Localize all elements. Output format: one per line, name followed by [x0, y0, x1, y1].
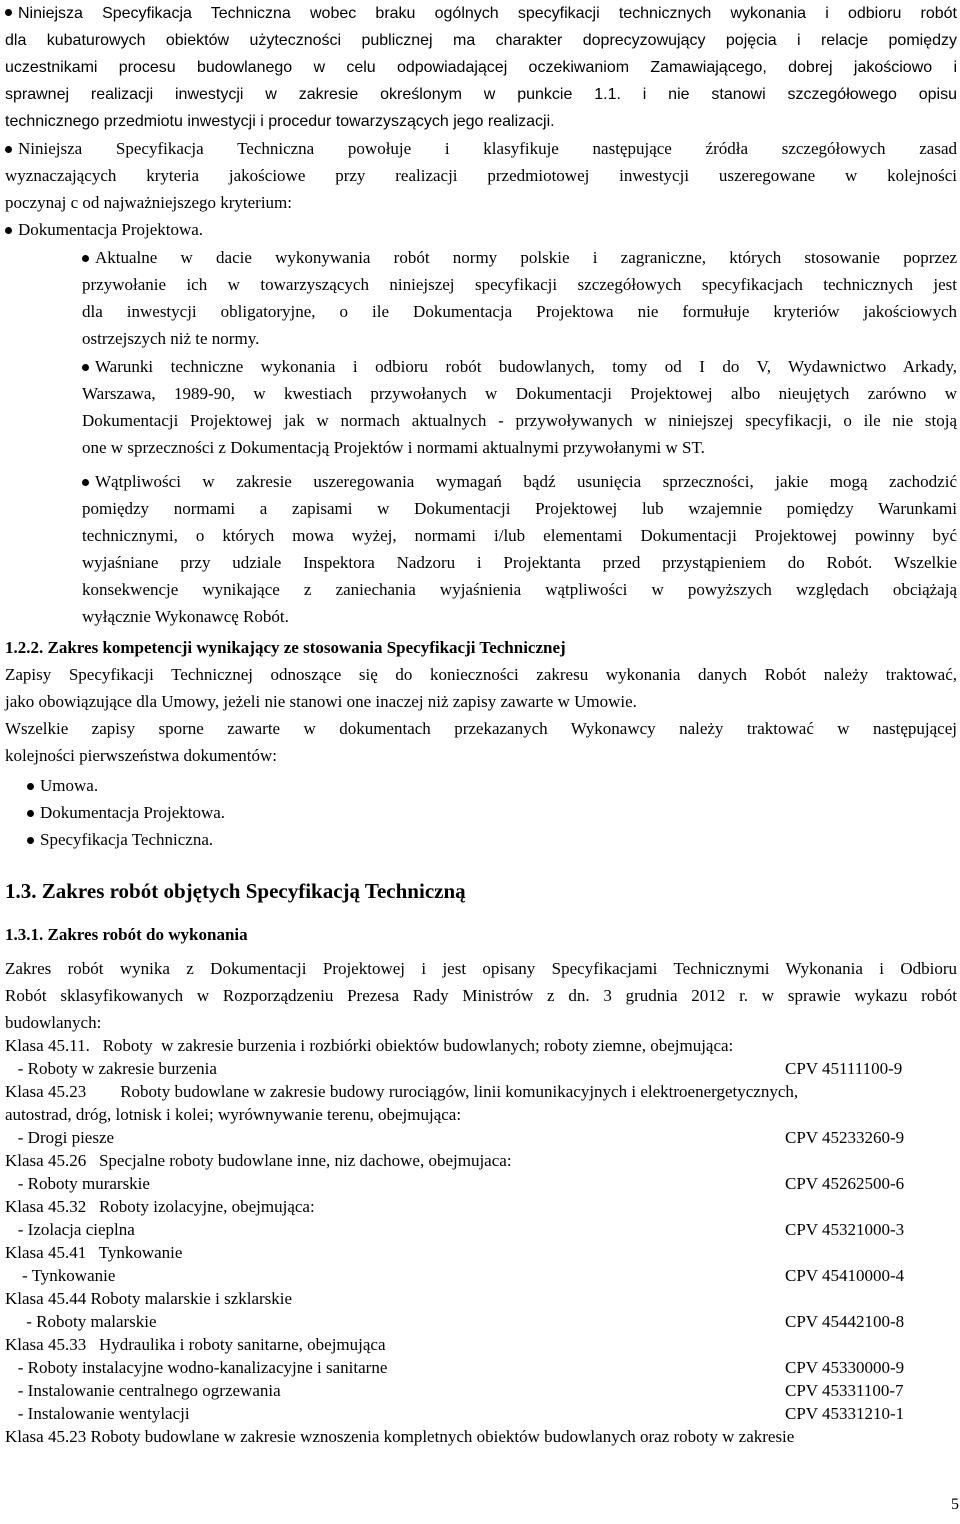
klasa-row: Klasa 45.23 Roboty budowlane w zakresie wznoszenia kompletnych obiektów budowlanych oraz roboty w zakresie: [5, 1427, 795, 1446]
klasa-list: [5, 1034, 957, 1448]
text-line: Robót sklasyfikowanych w Rozporządzeniu Prezesa Rady Ministrów z dn. 3 grudnia 2012 r. w sprawie wykazu robót: [5, 986, 957, 1005]
text-line: przywołanie ich w towarzyszących niniejszej specyfikacji szczegółowych specyfikacjach technicznych jest: [82, 275, 957, 294]
klasa-row: Klasa 45.44 Roboty malarskie i szklarskie: [5, 1289, 293, 1308]
bullet-icon: [27, 810, 34, 817]
section-1-3-1-body: [5, 955, 957, 1036]
klasa-row: - Roboty w zakresie burzenia CPV 45111100-9: [5, 1059, 903, 1078]
cpv-code: CPV 45442100-8: [785, 1312, 905, 1331]
text-line: Aktualne w dacie wykonywania robót normy polskie i zagraniczne, których stosowanie poprzez: [82, 244, 957, 271]
text-line: ostrzejszych niż te normy.: [82, 329, 260, 348]
klasa-row: - Tynkowanie CPV 45410000-4: [5, 1266, 905, 1285]
text-line: poczynaj c od najważniejszego kryterium:: [5, 193, 292, 212]
bullet-icon: [5, 9, 12, 16]
sub-bullet-doubts: [82, 468, 957, 630]
klasa-row: - Roboty instalacyjne wodno-kanalizacyjne i sanitarne CPV 45330000-9: [5, 1358, 905, 1377]
text-line: Warunki techniczne wykonania i odbioru robót budowlanych, tomy od I do V, Wydawnictwo Arkady,: [82, 353, 957, 380]
text-line: Zapisy Specyfikacji Technicznej odnoszące się do konieczności zakresu wykonania danych Robót należy traktować,: [5, 665, 957, 684]
text-line: sprawnej realizacji inwestycji w zakresie określonym w punkcie 1.1. i nie stanowi szczegółowego opisu: [5, 86, 957, 103]
text-line: uczestnikami procesu budowlanego w celu odpowiadającej oczekiwaniom Zamawiającego, dobrej jakościowo i: [5, 59, 957, 76]
bullet-icon: [27, 783, 34, 790]
text-line: Dokumentacja Projektowa.: [5, 216, 957, 243]
cpv-code: CPV 45331210-1: [785, 1404, 905, 1423]
cpv-code: CPV 45233260-9: [785, 1128, 905, 1147]
text-line: jako obowiązujące dla Umowy, jeżeli nie stanowi one inaczej niż zapisy zawarte w Umowie.: [5, 692, 637, 711]
klasa-row: Klasa 45.11. Roboty w zakresie burzenia i rozbiórki obiektów budowlanych; roboty ziemne, obejmująca:: [5, 1036, 734, 1055]
priority-list: [27, 772, 927, 853]
bullet-icon: [27, 837, 34, 844]
section-1-3-1: [5, 921, 957, 948]
section-heading: 1.3.1. Zakres robót do wykonania: [5, 925, 248, 944]
text-line: wyjaśniane przy udziale Inspektora Nadzoru i Projektanta przed przystąpieniem do Robót. Wszelkie: [82, 553, 957, 572]
sub-bullet-conditions: [82, 353, 957, 461]
text-line: konsekwencje wynikające z zaniechania wyjaśnienia wątpliwości w powyższych względach obciążają: [82, 580, 957, 599]
klasa-row: autostrad, dróg, lotnisk i kolei; wyrównywanie terenu, obejmująca:: [5, 1105, 462, 1124]
klasa-row: - Instalowanie wentylacji CPV 45331210-1: [5, 1404, 905, 1423]
bullet-icon: [82, 364, 89, 371]
klasa-row: Klasa 45.32 Roboty izolacyjne, obejmująca:: [5, 1197, 315, 1216]
cpv-code: CPV 45331100-7: [785, 1381, 904, 1400]
text-line: technicznego przedmiotu inwestycji i procedur towarzyszących jego realizacji.: [5, 113, 555, 130]
bullet-icon: [5, 146, 12, 153]
klasa-row: - Instalowanie centralnego ogrzewania CPV 45331100-7: [5, 1381, 904, 1400]
paragraph-intro: [5, 0, 957, 135]
klasa-row: - Drogi piesze CPV 45233260-9: [5, 1128, 905, 1147]
text-line: Niniejsza Specyfikacja Techniczna powołuje i klasyfikuje następujące źródła szczegółowych zasad: [5, 135, 957, 162]
text-line: one w sprzeczności z Dokumentacją Projektów i normami aktualnymi przywołanymi w ST.: [82, 438, 705, 457]
cpv-code: CPV 45410000-4: [785, 1266, 905, 1285]
klasa-row: Klasa 45.41 Tynkowanie: [5, 1243, 183, 1262]
klasa-row: - Izolacja cieplna CPV 45321000-3: [5, 1220, 905, 1239]
text-line: Warszawa, 1989-90, w kwestiach przywołanych w Dokumentacji Projektowej albo nieujętych zarówno w: [82, 384, 957, 403]
cpv-code: CPV 45321000-3: [785, 1220, 905, 1239]
bullet-icon: [82, 255, 89, 262]
text-line: Niniejsza Specyfikacja Techniczna wobec braku ogólnych specyfikacji technicznych wykonania i odbioru robót: [5, 0, 957, 27]
text-line: Dokumentacji Projektowej jak w normach aktualnych - przywoływanych w niniejszej specyfikacji, o ile nie stoją: [82, 411, 957, 430]
text-line: dla kubaturowych obiektów użyteczności publicznej ma charakter doprecyzowujący pojęcia i relacje pomiędzy: [5, 32, 957, 49]
section-heading: 1.3. Zakres robót objętych Specyfikacją Techniczną: [5, 879, 466, 903]
klasa-row: Klasa 45.23 Roboty budowlane w zakresie budowy rurociągów, linii komunikacyjnych i elektroenergetycznych,: [5, 1082, 799, 1101]
klasa-row: Klasa 45.33 Hydraulika i roboty sanitarne, obejmująca: [5, 1335, 386, 1354]
cpv-code: CPV 45330000-9: [785, 1358, 905, 1377]
section-1-3: [5, 875, 957, 907]
sub-bullet-norms: [82, 244, 957, 352]
bullet-icon: [82, 479, 89, 486]
text-line: Zakres robót wynika z Dokumentacji Projektowej i jest opisany Specyfikacjami Technicznymi Wykonania i Odbioru: [5, 959, 957, 978]
bullet-icon: [5, 227, 12, 234]
list-item: Dokumentacja Projektowa.: [27, 799, 927, 826]
page-number: 5: [951, 1496, 959, 1513]
text-line: wyłącznie Wykonawcę Robót.: [82, 607, 289, 626]
list-item: Umowa.: [27, 772, 927, 799]
cpv-code: CPV 45262500-6: [785, 1174, 905, 1193]
text-line: dla inwestycji obligatoryjne, o ile Dokumentacja Projektowa nie formułuje kryteriów jakościowych: [82, 302, 957, 321]
text-line: Wszelkie zapisy sporne zawarte w dokumentach przekazanych Wykonawcy należy traktować w następującej: [5, 719, 957, 738]
klasa-row: - Roboty malarskie CPV 45442100-8: [5, 1312, 905, 1331]
text-line: kolejności pierwszeństwa dokumentów:: [5, 746, 277, 765]
klasa-row: Klasa 45.26 Specjalne roboty budowlane inne, niz dachowe, obejmujaca:: [5, 1151, 512, 1170]
klasa-row: - Roboty murarskie CPV 45262500-6: [5, 1174, 905, 1193]
text-line: technicznymi, o których mowa wyżej, normami i/lub elementami Dokumentacji Projektowej powinny być: [82, 526, 957, 545]
cpv-code: CPV 45111100-9: [785, 1059, 903, 1078]
text-line: Wątpliwości w zakresie uszeregowania wymagań bądź usunięcia sprzeczności, jakie mogą zachodzić: [82, 468, 957, 495]
section-1-2-2: [5, 634, 957, 769]
text-line: budowlanych:: [5, 1013, 102, 1032]
text-line: wyznaczających kryteria jakościowe przy realizacji przedmiotowej inwestycji uszeregowane w kolejności: [5, 166, 957, 185]
paragraph-sources: [5, 135, 957, 243]
list-item: Specyfikacja Techniczna.: [27, 826, 927, 853]
text-line: pomiędzy normami a zapisami w Dokumentacji Projektowej lub wzajemnie pomiędzy Warunkami: [82, 499, 957, 518]
section-heading: 1.2.2. Zakres kompetencji wynikający ze stosowania Specyfikacji Technicznej: [5, 638, 566, 657]
